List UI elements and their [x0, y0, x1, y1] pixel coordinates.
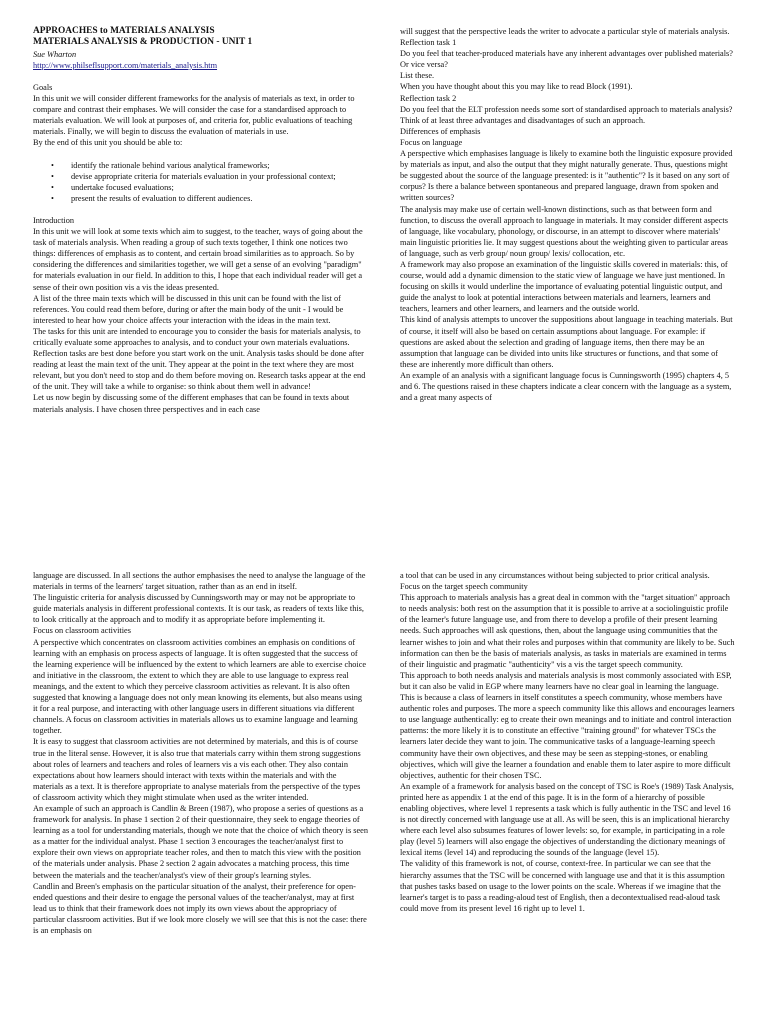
paragraph: will suggest that the perspective leads the writer to advocate a particular style of materials analysis. [400, 27, 730, 36]
paragraph: List these. [400, 71, 435, 81]
goals-paragraph: In this unit we will consider different frameworks for the analysis of materials as text, in order to compare and contrast their emphases. We will consider the case for a standardised approach to materials evaluation. We will look at purposes of, and criteria for, public evaluations of teaching materials. Finally, we will begin to discuss the evaluation of materials in use. [33, 94, 355, 137]
paragraph: A perspective which concentrates on classroom activities combines an emphasis on conditions of learning with an emphasis on process aspects of language. It is often suggested that the success of the learning experience will be influenced by the extent to which learners are able to exercise choice and initiative in the classroom, the extent to which they are able to use language to express real meanings, and the extent to which they perceive classroom activities as relevant. It is also often suggested that knowing a language does not only mean knowing its elements, but also means using it for a real purpose, and interacting with other language users in different situations via different channels. A focus on classroom activities in materials allows us to examine language and learning together. [33, 637, 367, 736]
list-item: • identify the rationale behind various analytical frameworks; [53, 160, 368, 171]
paragraph: The tasks for this unit are intended to encourage you to consider the basis for materials analysis, to critically evaluate some approaches to analysis, and to conduct your own materials evaluations. Reflection tasks are best done before you start work on the unit. Analysis tasks should be done after reading at least the main text of the unit. They appear at the point in the text where they are most relevant, but you don't need to stop and do them before moving on. Research tasks appear at the end of the unit. They will take a while to organise: so think about them well in advance! [33, 326, 366, 392]
paragraph: Do you feel that the ELT profession needs some sort of standardised approach to materials analysis? [400, 104, 733, 114]
paragraph: This approach to both needs analysis and materials analysis is most commonly associated with ESP, but it can also be valid in EGP where many learners have no clear goal in learning the language. This is because a class of learners in itself constitutes a speech community, whose members have authentic roles and purposes. The more a speech community like this allows and encourages learners to use language authentically: eg to create their own meanings and to initiate and control interaction patterns: the more likely it is to constitute an effective "training ground" for whatever TSCs the learners later decide they want to join. The communicative tasks of a language-learning speech community have their own objectives, and these may be seen as stepping-stones, or enabling objectives, which will give the learner a foundation and enable them to later aspire to more difficult objectives, authentic for their chosen TSC. [400, 670, 735, 780]
paragraph: The linguistic criteria for analysis discussed by Cunningsworth may or may not be appropriate to guide materials analysis in different professional contexts. It is our task, as readers of texts like this, to look critically at the approach and to modify it as appropriate before implementing it. [33, 593, 364, 625]
author-name: Sue Wharton [33, 49, 77, 59]
document-page-2 [0, 570, 768, 1024]
paragraph: The validity of this framework is not, of course, context-free. In particular we can see that the hierarchy assumes that the TSC will be concerned with language use and that it is this assumption that pushes tasks based on usage to the lower points on the scale. Whereas if we imagine that the learner's target is to pass a reading-aloud test of English, then a decontextualised read-aloud task could move from its present level 16 right up to level 1. [400, 859, 725, 913]
goals-lead: By the end of this unit you should be able to: [33, 138, 183, 148]
focus-on-classroom-heading: Focus on classroom activities [33, 626, 131, 636]
focus-on-tsc-heading: Focus on the target speech community [400, 582, 528, 592]
paragraph: A perspective which emphasises language is likely to examine both the linguistic exposure provided by materials as input, and also the output that they might naturally generate. Thus, questions might be suggested about the source of the language presented: is it "authentic"? Is it based on any sort of corpus? Is there a balance between spontaneous and prepared language, drawn from spoken and written sources? [400, 149, 733, 203]
differences-heading: Differences of emphasis [400, 126, 481, 136]
paragraph: Candlin and Breen's emphasis on the particular situation of the analyst, their preference for open-ended questions and their desire to engage the personal values of the teacher/analyst, may at first lead us to think that their framework does not imply its own views about the appropriacy of particular classroom activities. But if we look more closely we will see that this is not the case: there is an emphasis on [33, 881, 367, 935]
page-1-right-column [400, 26, 735, 511]
introduction-heading: Introduction [33, 215, 75, 225]
reflection-task-2-heading: Reflection task 2 [400, 93, 457, 103]
page-separator [0, 516, 768, 570]
paragraph: This kind of analysis attempts to uncover the suppositions about language in teaching materials. But of course, it itself will also be based on certain assumptions about language. For example: if questions are asked about the selection and grading of language items, then there may be an assumption that language can be divided into units like structures or functions, and that some of these are inherently more difficult than others. [400, 315, 733, 369]
paragraph: A framework may also propose an examination of the linguistic skills covered in materials: this, of course, would add a dynamic dimension to the static view of language we have just mentioned. In focusing on skills it would underline the importance of evaluating potential linguistic output, and guide the analyst to look at potential interactions between materials and learners, learners and teachers, learners and other learners, and learners and the outside world. [400, 259, 728, 314]
document-title: APPROACHES to MATERIALS ANALYSIS [33, 26, 215, 36]
page-2-left-column [33, 570, 368, 1024]
paragraph: In this unit we will look at some texts which aim to suggest, to the teacher, ways of going about the task of materials analysis. When reading a group of such texts together, I think one notices two things: differences of emphasis as to content, and certain broad similarities as to approach. So by considering the differences and similarities together, we will get a sense of an evolving "paradigm" for materials evaluation in our field. In addition to this, I hope that each individual reader will get a sense of their own position vis a vis the ideas presented. [33, 227, 363, 292]
paragraph: This approach to materials analysis has a great deal in common with the "target situation" approach to needs analysis: both rest on the assumption that it is possible to arrive at a sociolinguistic profile of the learner's future language use, and from there to develop a profile of their present learning needs. Such approaches will ask questions, then, about the language using communities that the learner wishes to join and what their roles and purposes within that community are likely to be. Such information can then be the basis of materials analysis, as tasks in materials are examined in terms of their linguistic and pragmatic "authenticity" vis a vis the target speech community. [400, 593, 735, 669]
paragraph: It is easy to suggest that classroom activities are not determined by materials, and this is of course true in the literal sense. However, it is also true that materials carry within them strong suggestions about roles of learners and teachers and roles of learners vis a vis each other. They also contain expectations about how learners should interact with texts within the materials and with the materials as a text. It is therefore appropriate to analyse materials from the perspective of the types of classroom activity which they might stimulate when used as the writer intended. [33, 737, 361, 802]
paragraph: An example of a framework for analysis based on the concept of TSC is Roe's (1989) Task Analysis, printed here as appendix 1 at the end of this page. It is in the form of a hierarchy of possible enabling objectives, where level 1 represents a task which is fully authentic in the TSC and level 16 is not directly concerned with language use at all. As will be seen, this is an implicational hierarchy where each level also subsumes features of lower levels: so, for example, in participating in a role play (level 5) learners will also engage the objectives of understanding the dictionary meanings of lexical items (level 14) and reproducing the sounds of the language (level 15). [400, 781, 734, 858]
list-item: • devise appropriate criteria for materials evaluation in your professional context; [53, 171, 368, 182]
reflection-task-1-heading: Reflection task 1 [400, 38, 457, 48]
paragraph: Or vice versa? [400, 60, 448, 70]
paragraph: The analysis may make use of certain well-known distinctions, such as that between form and function, to discuss the overall approach to language in materials. It may consider different aspects of language, like vocabulary, phonology, or discourse, in an attempt to discover where materials' main linguistic priorities lie. It may suggest questions about the weighting given to particular areas of language, such as verb group/ noun group/ lexis/ collocation, etc. [400, 204, 728, 258]
paragraph: language are discussed. In all sections the author emphasises the need to analyse the language of the materials in terms of the learners' target situation, rather than as an end in itself. [33, 571, 366, 592]
paragraph: An example of such an approach is Candlin & Breen (1987), who propose a series of questions as a framework for analysis. In phase 1 section 2 of their questionnaire, they seek to engage theories of learning as a tool for understanding materials, though we note that the choice of which theory is seen as a matter for the individual analyst. Phase 1 section 3 encourages the teacher/analyst first to explore their own views on appropriate teacher roles, and then to match this view with the position of the materials under analysis. Phase 2 section 2 again advocates a matching process, this time between the materials and the teacher/analyst's view of their group's learning styles. [33, 803, 368, 880]
paragraph: Think of at least three advantages and disadvantages of such an approach. [400, 115, 646, 125]
list-item: • undertake focused evaluations; [53, 182, 368, 193]
goals-list [33, 160, 368, 204]
page-2-right-column [400, 570, 735, 1024]
paragraph: Do you feel that teacher-produced materials have any inherent advantages over published materials? [400, 49, 733, 59]
paragraph: When you have thought about this you may like to read Block (1991). [400, 82, 633, 92]
unit-title: MATERIALS ANALYSIS & PRODUCTION - UNIT 1 [33, 37, 253, 48]
page-1-left-column [33, 26, 368, 511]
goals-heading: Goals [33, 83, 53, 92]
list-item: • present the results of evaluation to different audiences. [53, 193, 368, 204]
paragraph: An example of an analysis with a significant language focus is Cunningsworth (1995) chapters 4, 5 and 6. The questions raised in these chapters indicate a clear concern with the language as a system, and a great many aspects of [400, 370, 732, 403]
paragraph: a tool that can be used in any circumstances without being subjected to prior critical analysis. [400, 571, 710, 580]
focus-on-language-heading: Focus on language [400, 137, 463, 147]
paragraph: Let us now begin by discussing some of the different emphases that can be found in texts about materials analysis. I have chosen three perspectives and in each case [33, 393, 350, 414]
source-link[interactable]: http://www.philseflsupport.com/materials_analysis.htm [33, 60, 218, 70]
paragraph: A list of the three main texts which will be discussed in this unit can be found with the list of references. You could read them before, during or after the main body of the unit - I would be interested to hear how your choice affects your interaction with the ideas in the main text. [33, 293, 344, 325]
